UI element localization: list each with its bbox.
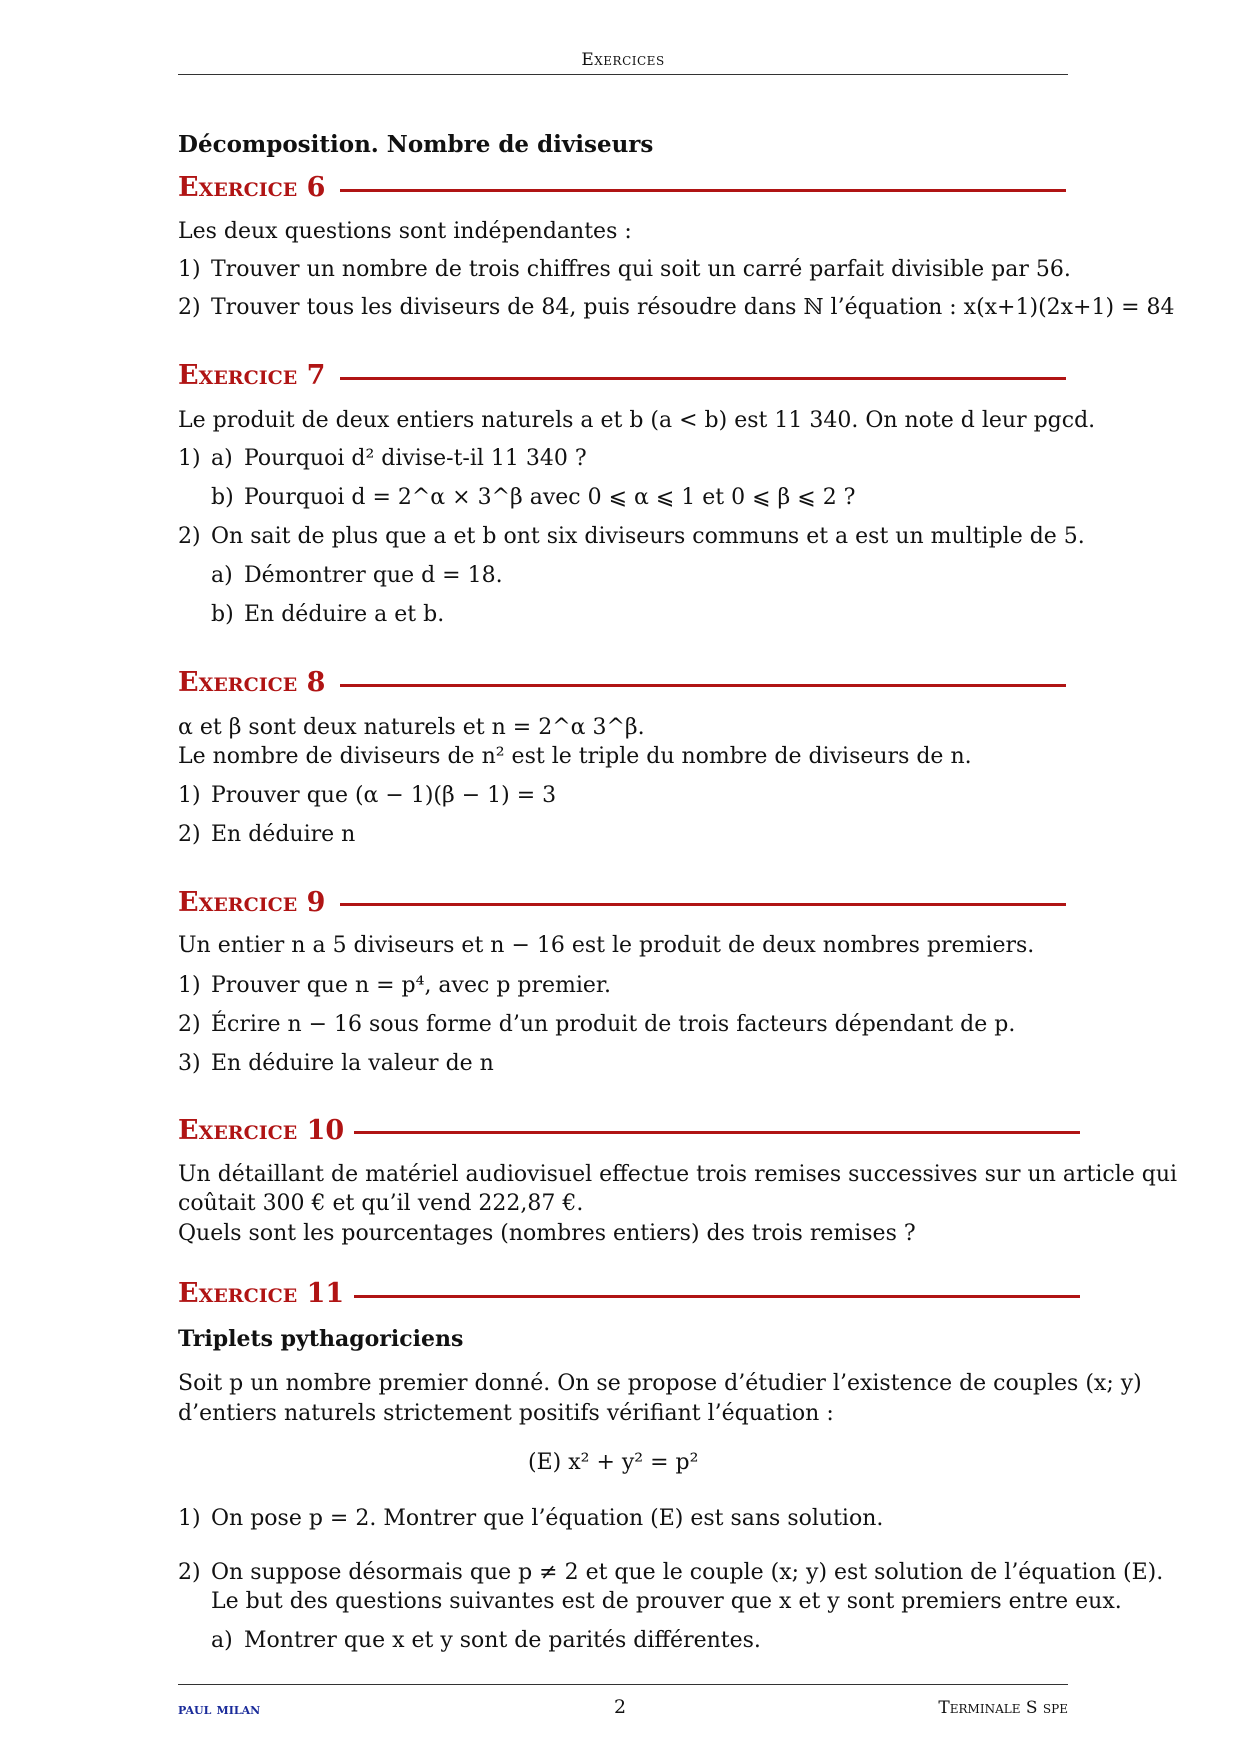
- exercise-10-line-3: Quels sont les pourcentages (nombres entiers) des trois remises ?: [178, 1221, 916, 1246]
- exercise-6-heading: [178, 170, 325, 204]
- exercise-7-q2: 2) On sait de plus que a et b ont six diviseurs communs et a est un multiple de 5.: [178, 524, 1085, 549]
- exercise-8-q2: 2) En déduire n: [178, 822, 356, 847]
- header-rule: [178, 74, 1068, 75]
- exercise-7-q1b: b) Pourquoi d = 2^α × 3^β avec 0 ⩽ α ⩽ 1 et 0 ⩽ β ⩽ 2 ?: [211, 485, 856, 510]
- exercise-9-title: Exercice 9: [178, 886, 326, 918]
- exercise-6-intro: Les deux questions sont indépendantes :: [178, 219, 632, 244]
- exercise-10-rule: [354, 1131, 1080, 1134]
- exercise-7-rule: [340, 377, 1066, 380]
- exercise-11-title: Exercice 11: [178, 1277, 345, 1309]
- exercise-6-title: Exercice 6: [178, 171, 326, 203]
- exercise-7-heading: [178, 358, 325, 392]
- exercise-11-subtitle: Triplets pythagoriciens: [178, 1326, 464, 1352]
- exercise-11-equation: (E) x² + y² = p²: [528, 1450, 699, 1475]
- exercise-10-title: Exercice 10: [178, 1114, 345, 1146]
- exercise-8-rule: [340, 684, 1066, 687]
- exercise-11-intro-2: d’entiers naturels strictement positifs vérifiant l’équation :: [178, 1401, 834, 1426]
- exercise-9-intro: Un entier n a 5 diviseurs et n − 16 est le produit de deux nombres premiers.: [178, 933, 1035, 958]
- footer-class: Terminale S spe: [938, 1698, 1068, 1718]
- exercise-10-line-1: Un détaillant de matériel audiovisuel effectue trois remises successives sur un article qui: [178, 1162, 1178, 1187]
- footer-rule: [178, 1684, 1068, 1685]
- exercise-7-q2a: a) Démontrer que d = 18.: [211, 563, 503, 588]
- exercise-11-q2-line-2: Le but des questions suivantes est de prouver que x et y sont premiers entre eux.: [211, 1589, 1122, 1614]
- exercise-6-rule: [340, 189, 1066, 192]
- exercise-9-q3: 3) En déduire la valeur de n: [178, 1051, 494, 1076]
- exercise-11-q1: 1) On pose p = 2. Montrer que l’équation (E) est sans solution.: [178, 1506, 884, 1531]
- exercise-7-intro: Le produit de deux entiers naturels a et b (a < b) est 11 340. On note d leur pgcd.: [178, 408, 1096, 433]
- exercise-7-q2b: b) En déduire a et b.: [211, 602, 445, 627]
- exercise-10-heading: [178, 1113, 344, 1147]
- exercise-8-title: Exercice 8: [178, 666, 326, 698]
- exercise-9-q1: 1) Prouver que n = p⁴, avec p premier.: [178, 973, 612, 998]
- exercise-8-q1: 1) Prouver que (α − 1)(β − 1) = 3: [178, 783, 557, 808]
- exercise-8-intro-1: α et β sont deux naturels et n = 2^α 3^β.: [178, 715, 645, 740]
- exercise-9-heading: [178, 885, 325, 919]
- exercise-11-q2a: a) Montrer que x et y sont de parités différentes.: [211, 1628, 761, 1653]
- exercise-6-q1: 1) Trouver un nombre de trois chiffres qui soit un carré parfait divisible par 56.: [178, 257, 1071, 282]
- exercise-6-q2: 2) Trouver tous les diviseurs de 84, puis résoudre dans ℕ l’équation : x(x+1)(2x+1) = 84: [178, 295, 1175, 320]
- exercise-11-rule: [354, 1295, 1080, 1298]
- exercise-7-q1a: 1) a) Pourquoi d² divise-t-il 11 340 ?: [178, 446, 587, 471]
- exercise-8-heading: [178, 665, 325, 699]
- exercise-11-intro-1: Soit p un nombre premier donné. On se propose d’étudier l’existence de couples (x; y): [178, 1371, 1142, 1396]
- running-header: Exercices: [581, 50, 665, 70]
- footer-author: paul milan: [178, 1700, 261, 1718]
- section-title: Décomposition. Nombre de diviseurs: [178, 131, 654, 158]
- exercise-9-rule: [340, 903, 1066, 906]
- exercise-9-q2: 2) Écrire n − 16 sous forme d’un produit de trois facteurs dépendant de p.: [178, 1012, 1016, 1037]
- page-number: 2: [613, 1696, 627, 1718]
- exercise-7-title: Exercice 7: [178, 359, 326, 391]
- exercise-10-line-2: coûtait 300 € et qu’il vend 222,87 €.: [178, 1191, 584, 1216]
- exercise-8-intro-2: Le nombre de diviseurs de n² est le triple du nombre de diviseurs de n.: [178, 744, 972, 769]
- exercise-11-heading: [178, 1276, 344, 1310]
- exercise-11-q2-line-1: 2) On suppose désormais que p ≠ 2 et que le couple (x; y) est solution de l’équation (E).: [178, 1560, 1164, 1585]
